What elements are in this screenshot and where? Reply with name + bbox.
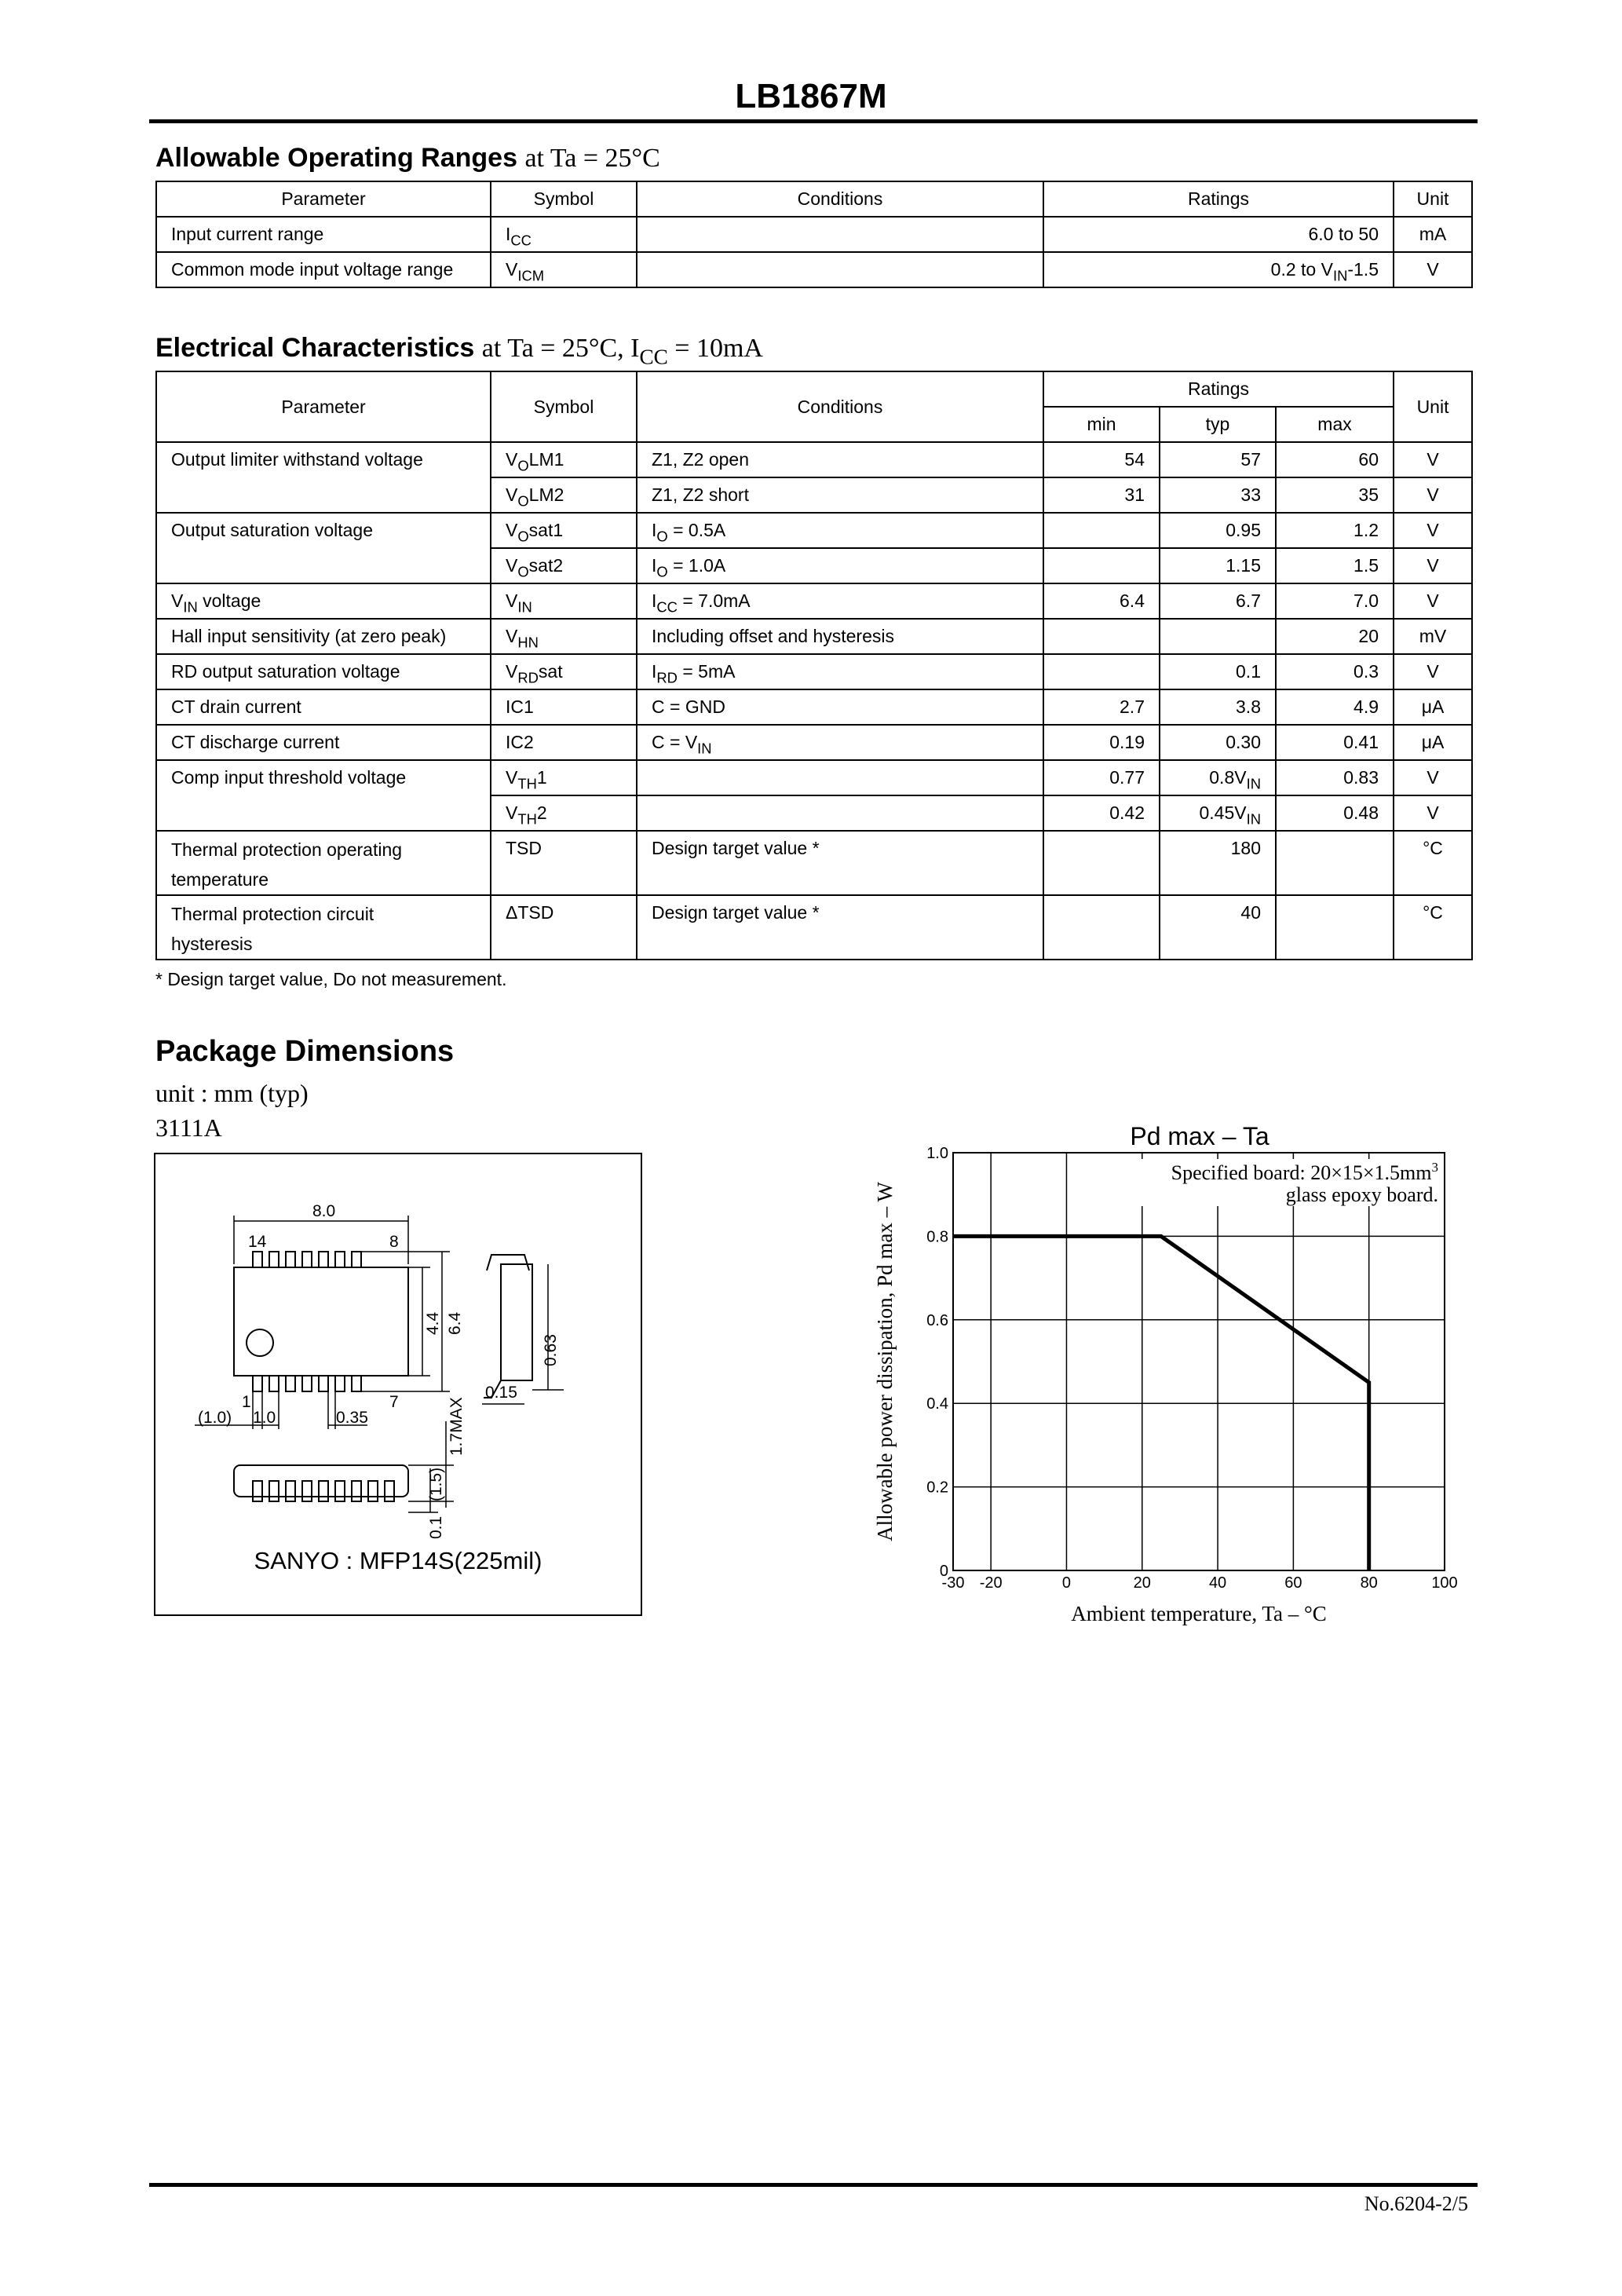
footer-rule: [149, 2183, 1478, 2187]
table-row: [156, 760, 1472, 795]
header-cell: Conditions: [637, 181, 1043, 217]
table-row: [156, 689, 1472, 725]
cell-typ: 33: [1160, 477, 1276, 513]
table-row: [156, 725, 1472, 760]
package-body-side: [501, 1264, 532, 1380]
page-number: No.6204-2/5: [1364, 2192, 1468, 2215]
cell-symbol: $V_{IN}$: [491, 583, 637, 619]
cell-conditions: Z1, Z2 short: [637, 477, 1043, 513]
cell-max: 4.9: [1276, 689, 1394, 725]
cell-conditions: Design target value *: [637, 831, 1043, 895]
pin8-label: 8: [389, 1233, 399, 1251]
cell-unit: V: [1394, 252, 1472, 287]
cell-unit: V: [1394, 442, 1472, 477]
cell-parameter: CT drain current: [156, 689, 491, 725]
cell-parameter: Input current range: [156, 217, 491, 252]
chart-x-tick-label: 20: [1133, 1574, 1151, 1592]
chart-y-tick-label: 0.6: [926, 1311, 948, 1329]
header-cell: typ: [1160, 407, 1276, 442]
cell-typ: 0.95: [1160, 513, 1276, 548]
table-row: [156, 252, 1472, 287]
table-row: [156, 619, 1472, 654]
cell-symbol: $V_Osat1$: [491, 513, 637, 548]
cell-max: 60: [1276, 442, 1394, 477]
cell-parameter: Hall input sensitivity (at zero peak): [156, 619, 491, 654]
cell-conditions: Including offset and hysteresis: [637, 619, 1043, 654]
chart-x-tick-label: 40: [1208, 1574, 1227, 1592]
chart-x-tick-label: 100: [1431, 1574, 1458, 1592]
pin1-label: 1: [242, 1393, 251, 1411]
cell-min: [1043, 548, 1160, 583]
cell-typ: 6.7: [1160, 583, 1276, 619]
cell-max: 20: [1276, 619, 1394, 654]
cell-conditions: C = GND: [637, 689, 1043, 725]
chart-x-tick-label: 0: [1061, 1574, 1072, 1592]
package-title: Package Dimensions: [155, 1035, 455, 1068]
cell-symbol: TSD: [491, 831, 637, 895]
ec-footnote: * Design target value, Do not measurement.: [155, 969, 507, 989]
cell-min: 0.19: [1043, 725, 1160, 760]
cell-conditions: [637, 252, 1043, 287]
cell-typ: 0.30: [1160, 725, 1276, 760]
dim-edge-label: (1.0): [198, 1409, 232, 1427]
cell-max: [1276, 831, 1394, 895]
cell-typ: 40: [1160, 895, 1276, 960]
cell-max: 35: [1276, 477, 1394, 513]
header-cell: Symbol: [491, 371, 637, 442]
package-code: 3111A: [155, 1113, 222, 1142]
cell-symbol: IC2: [491, 725, 637, 760]
part-number: LB1867M: [735, 77, 887, 115]
aor-title-text: Allowable Operating Ranges: [155, 143, 517, 173]
cell-conditions: Design target value *: [637, 895, 1043, 960]
pins-top: [253, 1252, 361, 1267]
cell-symbol: $V_{TH}2$: [491, 795, 637, 831]
ec-condition: at Ta = 25°C, $I_{CC} = 10mA$: [481, 334, 763, 369]
cell-typ: 180: [1160, 831, 1276, 895]
cell-max: [1276, 895, 1394, 960]
cell-max: 1.5: [1276, 548, 1394, 583]
chart-y-tick-label: 0.8: [926, 1228, 948, 1246]
cell-min: 0.42: [1043, 795, 1160, 831]
dim-body-h-label: 4.4: [424, 1311, 442, 1335]
aor-table: [155, 181, 1473, 288]
cell-typ: 1.15: [1160, 548, 1276, 583]
cell-unit: °C: [1394, 831, 1472, 895]
chart-x-tick-label: 60: [1284, 1574, 1302, 1592]
cell-min: [1043, 619, 1160, 654]
header-cell: max: [1276, 407, 1394, 442]
dim-width-label: 8.0: [312, 1202, 336, 1220]
cell-min: [1043, 831, 1160, 895]
cell-min: 2.7: [1043, 689, 1160, 725]
cell-symbol: $V_OLM1$: [491, 442, 637, 477]
cell-min: [1043, 654, 1160, 689]
pd-chart: [864, 1115, 1484, 1649]
cell-conditions: $I_O = 0.5A$: [637, 513, 1043, 548]
package-drawing-box: [154, 1153, 642, 1616]
chart-x-tick-label: 80: [1360, 1574, 1378, 1592]
cell-parameter: Thermal protection operating temperature: [156, 831, 491, 895]
cell-conditions: [637, 760, 1043, 795]
dim-lead-w-label: 0.63: [542, 1334, 560, 1366]
chart-y-tick-label: 0.4: [926, 1395, 948, 1413]
cell-symbol: $V_OLM2$: [491, 477, 637, 513]
aor-condition: at Ta = 25°C: [524, 144, 660, 173]
cell-max: 0.83: [1276, 760, 1394, 795]
cell-parameter: RD output saturation voltage: [156, 654, 491, 689]
cell-conditions: [637, 795, 1043, 831]
table-row: [156, 371, 1472, 407]
ec-title-text: Electrical Characteristics: [155, 333, 475, 363]
chart-annotation-line1: Specified board: $20\times 15\times 1.5mm^3$: [1171, 1160, 1438, 1184]
cell-conditions: [637, 217, 1043, 252]
cell-parameter: CT discharge current: [156, 725, 491, 760]
table-row: [156, 895, 1472, 960]
cell-max: 0.3: [1276, 654, 1394, 689]
package-body-top: [234, 1267, 408, 1376]
ec-title: [155, 333, 763, 369]
header-cell: Unit: [1394, 181, 1472, 217]
header-cell: Symbol: [491, 181, 637, 217]
header-cell: Conditions: [637, 371, 1043, 442]
cell-min: 31: [1043, 477, 1160, 513]
cell-parameter: Common mode input voltage range: [156, 252, 491, 287]
cell-typ: 0.1: [1160, 654, 1276, 689]
cell-unit: V: [1394, 548, 1472, 583]
cell-min: 0.77: [1043, 760, 1160, 795]
cell-min: [1043, 895, 1160, 960]
package-unit: unit : mm (typ): [155, 1079, 309, 1107]
cell-typ: $0.45V_{IN}$: [1160, 795, 1276, 831]
cell-min: 6.4: [1043, 583, 1160, 619]
header-cell: Parameter: [156, 371, 491, 442]
chart-y-ticks: [926, 1145, 948, 1580]
cell-unit: μA: [1394, 689, 1472, 725]
cell-symbol: $V_Osat2$: [491, 548, 637, 583]
dim-pinw-label: 0.35: [336, 1409, 368, 1427]
chart-y-tick-label: 0: [939, 1563, 948, 1580]
chart-x-tick-label: -30: [941, 1574, 965, 1592]
cell-symbol: $V_{RD}sat$: [491, 654, 637, 689]
cell-typ: 3.8: [1160, 689, 1276, 725]
pin7-label: 7: [389, 1393, 399, 1411]
dim-total-h-label: 6.4: [446, 1311, 464, 1335]
chart-title: Pd max – Ta: [1130, 1122, 1269, 1150]
package-drawing: [155, 1154, 641, 1614]
chart-annotation-line2: glass epoxy board.: [1285, 1183, 1438, 1206]
cell-typ: $0.8V_{IN}$: [1160, 760, 1276, 795]
cell-unit: V: [1394, 760, 1472, 795]
dim-bodyt-label: (1.5): [427, 1467, 445, 1501]
table-row: [156, 442, 1472, 477]
header-cell: Parameter: [156, 181, 491, 217]
dim-lines: [195, 1216, 450, 1429]
table-row: [156, 831, 1472, 895]
header-cell: Ratings: [1043, 371, 1394, 407]
cell-symbol: ΔTSD: [491, 895, 637, 960]
cell-unit: V: [1394, 583, 1472, 619]
dim-standoff-label: 0.1: [427, 1515, 445, 1539]
header-rule: [149, 119, 1478, 123]
cell-conditions: $C = V_{IN}$: [637, 725, 1043, 760]
cell-typ: [1160, 619, 1276, 654]
cell-symbol: IC1: [491, 689, 637, 725]
cell-conditions: Z1, Z2 open: [637, 442, 1043, 477]
aor-title: [155, 143, 660, 174]
cell-unit: μA: [1394, 725, 1472, 760]
dim-pitch-label: 1.0: [253, 1409, 276, 1427]
cell-min: 54: [1043, 442, 1160, 477]
cell-max: 1.2: [1276, 513, 1394, 548]
cell-conditions: $I_{CC} = 7.0mA$: [637, 583, 1043, 619]
cell-parameter: Thermal protection circuit hysteresis: [156, 895, 491, 960]
pins-bottom: [253, 1376, 361, 1391]
table-row: [156, 583, 1472, 619]
cell-conditions: $I_O = 1.0A$: [637, 548, 1043, 583]
cell-typ: 57: [1160, 442, 1276, 477]
table-row: [156, 181, 1472, 217]
cell-symbol: $V_{ICM}$: [491, 252, 637, 287]
chart-y-tick-label: 1.0: [926, 1145, 948, 1162]
dim-thick-label: 0.15: [485, 1384, 517, 1402]
ec-table: [155, 371, 1473, 960]
cell-unit: V: [1394, 654, 1472, 689]
cell-unit: °C: [1394, 895, 1472, 960]
pins-front: [253, 1481, 394, 1501]
cell-symbol: $I_{CC}$: [491, 217, 637, 252]
cell-parameter: Output saturation voltage: [156, 513, 491, 583]
dim-maxh-label: 1.7MAX: [448, 1397, 466, 1456]
package-caption: SANYO : MFP14S(225mil): [254, 1547, 542, 1574]
chart-y-tick-label: 0.2: [926, 1479, 948, 1497]
chart-x-ticks: [942, 1574, 1458, 1592]
cell-symbol: $V_{TH}1$: [491, 760, 637, 795]
cell-unit: V: [1394, 477, 1472, 513]
chart-xlabel: Ambient temperature, Ta – °C: [1071, 1602, 1327, 1625]
cell-max: 0.41: [1276, 725, 1394, 760]
cell-symbol: $V_{HN}$: [491, 619, 637, 654]
chart-x-tick-label: -20: [979, 1574, 1003, 1592]
table-row: [156, 217, 1472, 252]
cell-parameter: Output limiter withstand voltage: [156, 442, 491, 513]
cell-unit: V: [1394, 795, 1472, 831]
pin14-label: 14: [248, 1233, 267, 1251]
cell-rating: 0.2 to $V_{IN}-1.5$: [1043, 252, 1394, 287]
header-cell: Ratings: [1043, 181, 1394, 217]
cell-unit: V: [1394, 513, 1472, 548]
cell-max: 0.48: [1276, 795, 1394, 831]
cell-parameter: Comp input threshold voltage: [156, 760, 491, 831]
cell-unit: mA: [1394, 217, 1472, 252]
chart-ylabel: Allowable power dissipation, Pd max – W: [873, 1182, 897, 1541]
cell-unit: mV: [1394, 619, 1472, 654]
side-lead-top: [487, 1255, 529, 1270]
cell-rating: 6.0 to 50: [1043, 217, 1394, 252]
header-cell: min: [1043, 407, 1160, 442]
cell-parameter: $V_{IN}$ voltage: [156, 583, 491, 619]
cell-max: 7.0: [1276, 583, 1394, 619]
table-row: [156, 513, 1472, 548]
header-cell: Unit: [1394, 371, 1472, 442]
cell-conditions: $I_{RD} = 5mA$: [637, 654, 1043, 689]
cell-min: [1043, 513, 1160, 548]
pin1-marker: [247, 1329, 273, 1356]
table-row: [156, 654, 1472, 689]
